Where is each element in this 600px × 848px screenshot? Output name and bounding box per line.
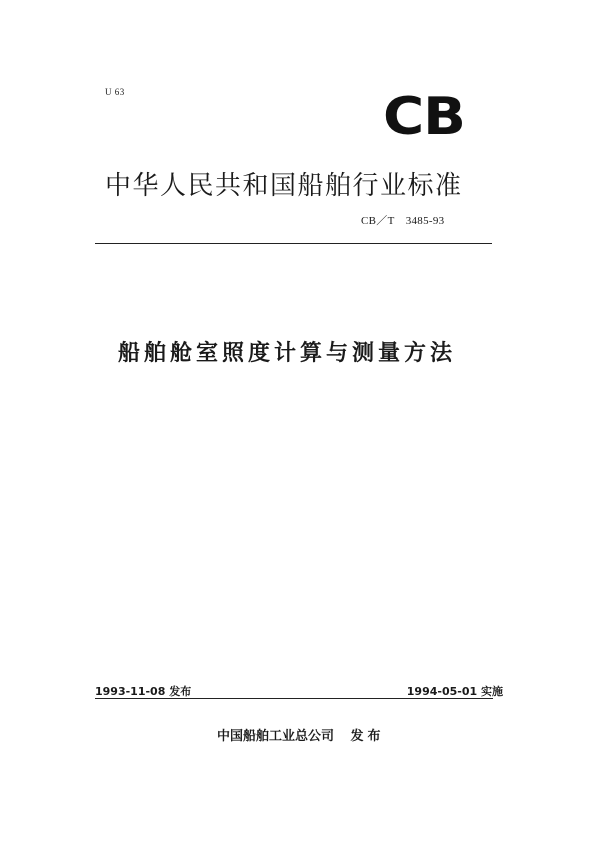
footer-divider — [95, 698, 493, 699]
publisher-line — [217, 725, 385, 744]
cb-logo: CB — [383, 87, 465, 147]
publisher-action: 发布 — [350, 729, 385, 744]
standard-number: CB／T 3485-93 — [361, 215, 445, 227]
header-divider — [95, 243, 492, 244]
issue-label: 发布 — [169, 685, 192, 698]
standard-category-heading: 中华人民共和国船舶行业标准 — [105, 171, 463, 201]
classification-code: U 63 — [105, 87, 125, 97]
implement-date: 1994-05-01 — [406, 685, 478, 698]
issue-date: 1993-11-08 — [95, 685, 166, 698]
document-title: 船舶舱室照度计算与测量方法 — [118, 341, 457, 366]
implement-date-line — [407, 683, 503, 699]
implement-label: 实施 — [481, 685, 503, 698]
publisher-name: 中国船舶工业总公司 — [217, 729, 335, 744]
issue-date-line — [95, 683, 191, 699]
